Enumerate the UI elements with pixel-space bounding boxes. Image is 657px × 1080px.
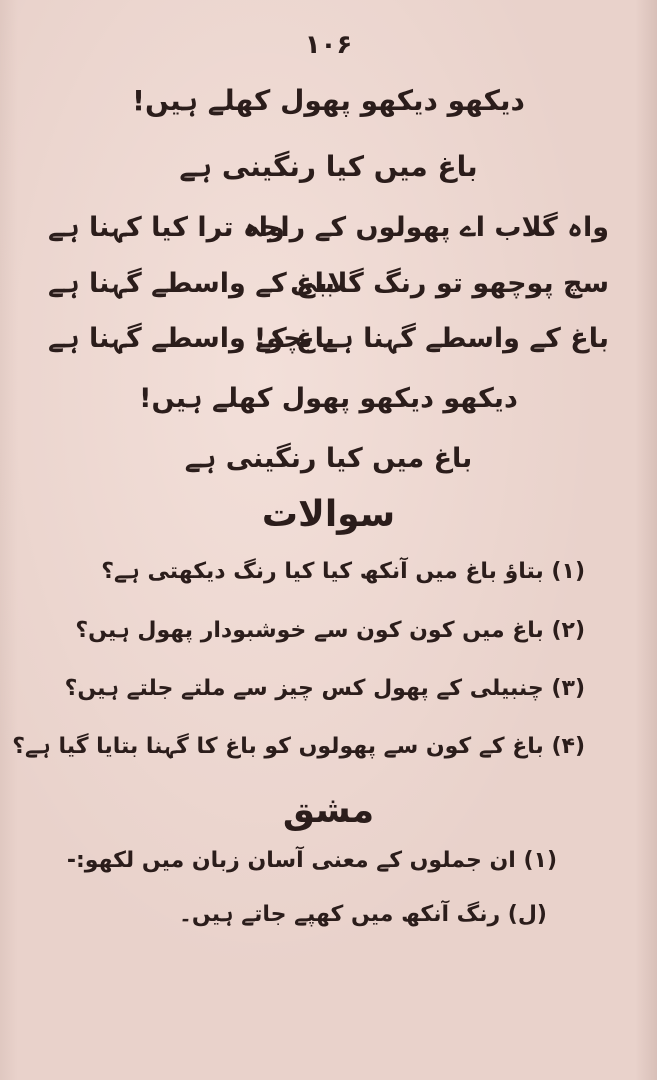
question-item: (۳) چنبیلی کے پھول کس چیز سے ملتے جلتے ہیں؟ [64, 676, 585, 701]
refrain-line-1: دیکھو دیکھو پھول کھلے ہیں! [139, 383, 518, 414]
verse-1-first-half: واہ گلاب اے پھولوں کے راجہ [245, 212, 609, 243]
poem-title-line-2: باغ میں کیا رنگینی ہے [179, 150, 478, 183]
question-item: (۲) باغ میں کون کون سے خوشبودار پھول ہیں؟ [75, 618, 585, 643]
verse-1-second-half: واہ ترا کیا کہنا ہے [48, 212, 285, 243]
refrain-line-2: باغ میں کیا رنگینی ہے [184, 443, 473, 474]
exercise-item: (ل) رنگ آنکھ میں کھپے جاتے ہیں۔ [179, 902, 547, 927]
verse-line-2 [48, 268, 609, 308]
questions-heading: سوالات [261, 494, 396, 535]
verse-3-second-half: باغ کے واسطے گہنا ہے [48, 323, 335, 354]
verse-line-1 [48, 212, 609, 252]
exercise-item: (۱) ان جملوں کے معنی آسان زبان میں لکھو:- [66, 848, 557, 873]
question-item: (۱) بتاؤ باغ میں آنکھ کیا کیا رنگ دیکھتی ہے؟ [101, 559, 585, 584]
verse-line-3 [48, 323, 609, 363]
verse-3-first-half: باغ کے واسطے گہنا ہے بچو! [253, 323, 609, 354]
poem-title-line-1: دیکھو دیکھو پھول کھلے ہیں! [132, 84, 525, 117]
question-item: (۴) باغ کے کون سے پھولوں کو باغ کا گہنا بتایا گیا ہے؟ [12, 734, 585, 759]
exercise-heading: مشق [282, 790, 375, 831]
verse-2-second-half: باغ کے واسطے گہنا ہے [48, 268, 335, 299]
page-number: ۱۰۶ [304, 30, 353, 60]
verse-2-first-half: سچ پوچھو تو رنگ گلابی [290, 268, 609, 299]
